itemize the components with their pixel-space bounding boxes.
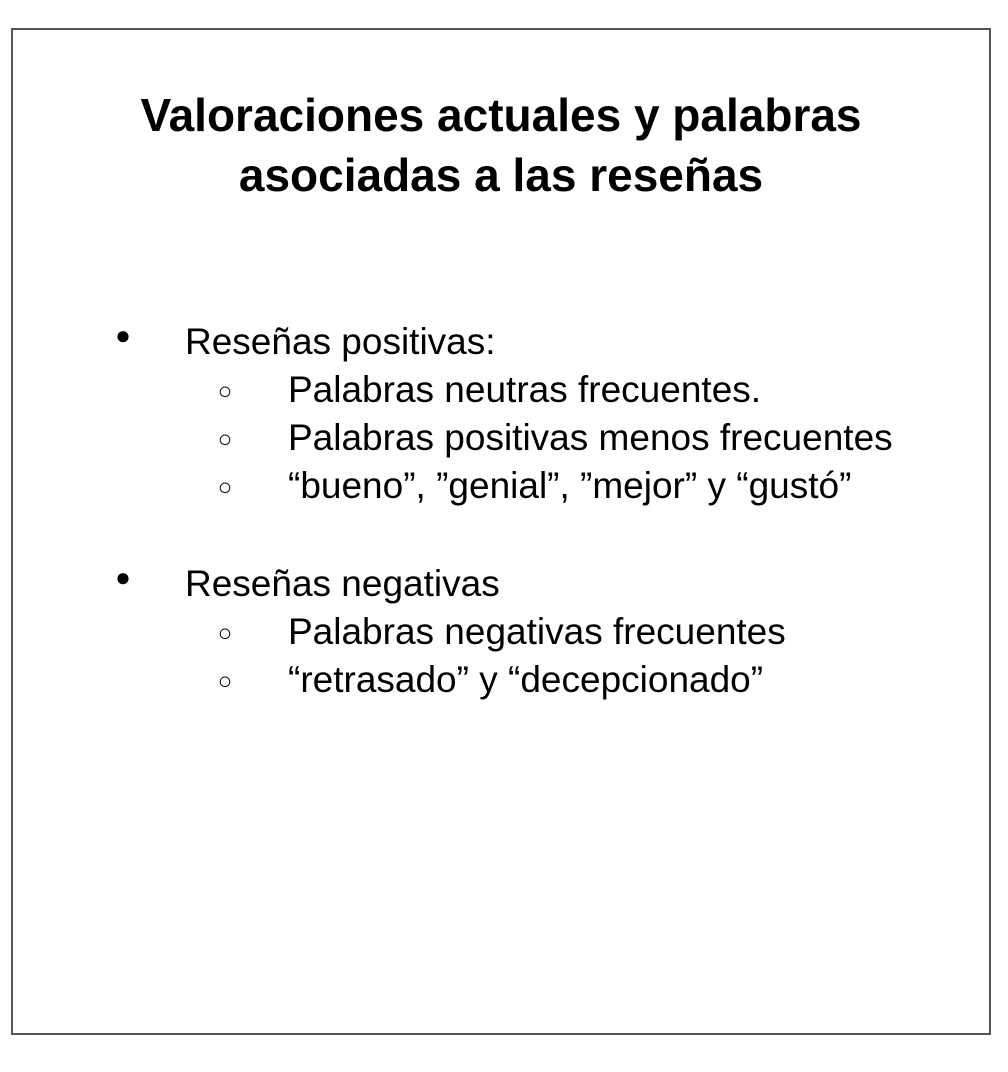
sub-bullet-icon: ○ — [217, 378, 233, 405]
slide-frame — [11, 28, 991, 1035]
slide-title-line-2: asociadas a las reseñas — [238, 149, 764, 201]
sub-bullet-icon: ○ — [217, 426, 233, 453]
sub-bullet-icon: ○ — [217, 620, 233, 647]
bullet-icon: ● — [115, 320, 131, 350]
bullet-label: Reseñas positivas: — [185, 321, 496, 362]
sub-item-text: Palabras negativas frecuentes — [288, 611, 786, 652]
sub-item-text: “bueno”, ”genial”, ”mejor” y “gustó” — [288, 465, 852, 506]
slide-title-line-1: Valoraciones actuales y palabras — [140, 89, 862, 141]
sub-item-text: Palabras neutras frecuentes. — [288, 369, 762, 410]
bullet-label: Reseñas negativas — [185, 563, 500, 604]
sub-item-text: Palabras positivas menos frecuentes — [288, 417, 893, 458]
sub-bullet-icon: ○ — [217, 474, 233, 501]
sub-item-text: “retrasado” y “decepcionado” — [288, 659, 764, 700]
bullet-list — [13, 30, 989, 1030]
sub-bullet-icon: ○ — [217, 668, 233, 695]
bullet-icon: ● — [115, 562, 131, 592]
